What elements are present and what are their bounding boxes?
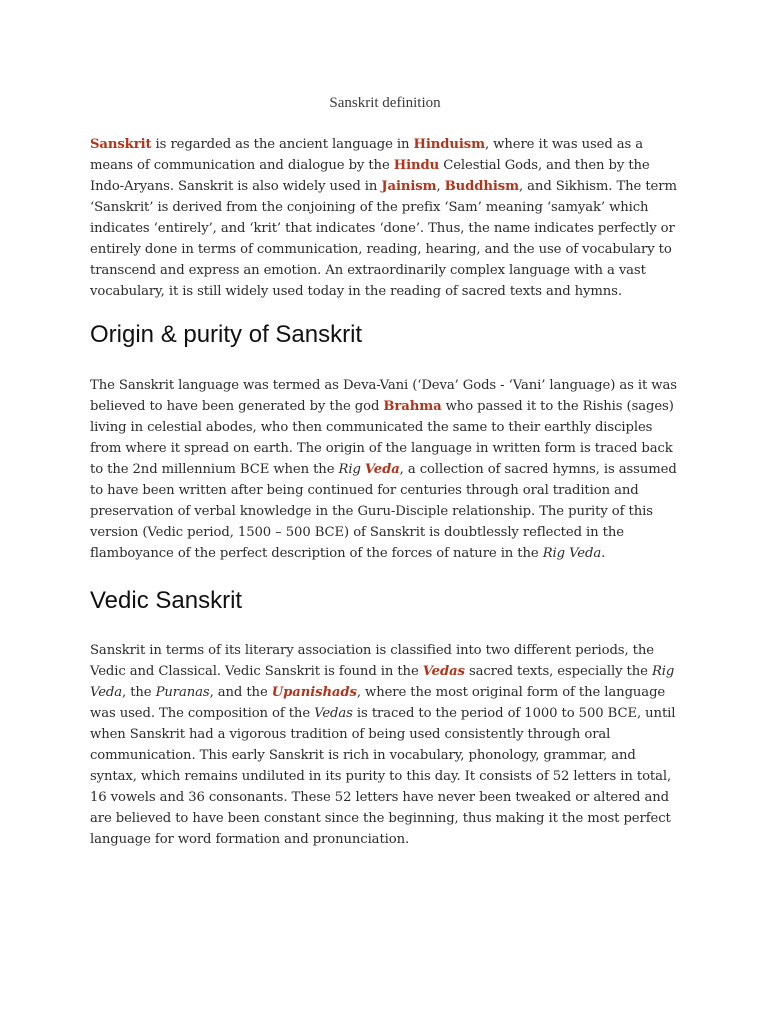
italic-run: Puranas	[155, 685, 210, 700]
intro-paragraph	[90, 134, 680, 302]
link-brahma[interactable]: Brahma	[383, 399, 442, 414]
text-run: , and the	[209, 685, 272, 700]
text-run: ,	[436, 179, 445, 194]
text-run: sacred texts, especially the	[464, 664, 652, 679]
text-run: , the	[122, 685, 156, 700]
link-jainism[interactable]: Jainism	[381, 179, 437, 194]
link-hindu[interactable]: Hindu	[393, 158, 440, 173]
text-run: , a collection of sacred hymns, is assumed to have been written after being continued for centuries through oral tradition and preservation of verbal knowledge in the Guru-Disciple relationship. The purity of this version (Vedic period, 1500 – 500 BCE) of Sanskrit is doubtlessly reflected in the flamboyance of the perfect description of the forces of nature in the	[90, 462, 677, 561]
link-vedas[interactable]: Vedas	[422, 664, 465, 679]
italic-run: Vedas	[314, 706, 353, 721]
text-run: , where it was used as a means of communication and dialogue by the	[90, 137, 644, 173]
text-run: is traced to the period of 1000 to 500 BCE, until when Sanskrit had a vigorous tradition of being used consistently through oral communication. This early Sanskrit is rich in vocabulary, phonology, grammar, and syntax, which remains undiluted in its purity to this day. It consists of 52 letters in total, 16 vowels and 36 consonants. These 52 letters have never been tweaked or altered and are believed to have been constant since the beginning, thus making it the most perfect language for word formation and pronunciation.	[90, 706, 676, 847]
text-run: , where the most original form of the language was used. The composition of the	[90, 685, 666, 721]
document-page	[90, 88, 680, 850]
text-run: , and Sikhism. The term ‘Sanskrit’ is derived from the conjoining of the prefix ‘Sam’ meaning ‘samyak’ which indicates ‘entirely’, and ‘krit’ that indicates ‘done’. Thus, the name indicates perfectly or entirely done in terms of communication, reading, hearing, and the use of vocabulary to transcend and express an emotion. An extraordinarily complex language with a vast vocabulary, it is still widely used today in the reading of sacred texts and hymns.	[90, 179, 677, 299]
italic-run: Rig Veda	[90, 664, 675, 700]
link-sanskrit[interactable]: Sanskrit	[90, 137, 152, 152]
link-veda[interactable]: Veda	[364, 462, 400, 477]
text-run: Sanskrit in terms of its literary association is classified into two different periods, the Vedic and Classical. Vedic Sanskrit is found in the	[90, 643, 654, 679]
text-run: Celestial Gods, and then by the Indo-Aryans. Sanskrit is also widely used in	[90, 158, 650, 194]
link-buddhism[interactable]: Buddhism	[444, 179, 519, 194]
link-upanishads[interactable]: Upanishads	[271, 685, 357, 700]
italic-run: Rig Veda	[542, 546, 602, 561]
heading-vedic: Vedic Sanskrit	[90, 587, 243, 614]
document-title: Sanskrit definition	[329, 95, 441, 111]
heading-origin: Origin & purity of Sanskrit	[90, 321, 363, 348]
italic-run: Rig	[338, 462, 365, 477]
text-run: .	[601, 546, 606, 561]
text-run: is regarded as the ancient language in	[151, 137, 414, 152]
link-hinduism[interactable]: Hinduism	[413, 137, 485, 152]
text-run: The Sanskrit language was termed as Deva-Vani (‘Deva’ Gods - ‘Vani’ language) as it was believed to have been generated by the god	[90, 378, 677, 414]
vedic-paragraph	[90, 640, 680, 850]
origin-paragraph	[90, 375, 680, 564]
text-run: who passed it to the Rishis (sages) living in celestial abodes, who then communicated the same to their earthly disciples from where it spread on earth. The origin of the language in written form is traced back to the 2nd millennium BCE when the	[90, 399, 674, 477]
